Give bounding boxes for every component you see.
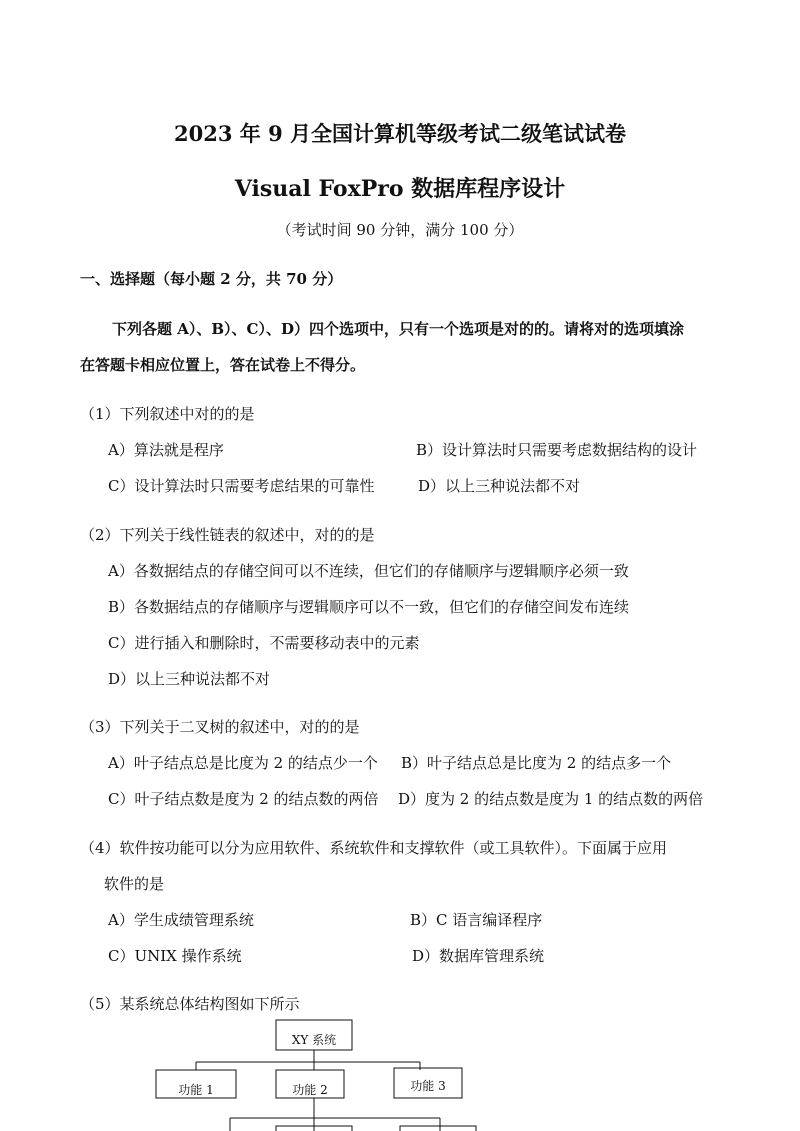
question-3-option-c: C）叶子结点数是度为 2 的结点数的两倍	[108, 790, 379, 808]
question-4-option-d: D）数据库管理系统	[412, 947, 545, 965]
question-3-option-d: D）度为 2 的结点数是度为 1 的结点数的两倍	[398, 790, 704, 808]
question-5-stem: （5）某系统总体结构图如下所示	[80, 995, 300, 1013]
question-2-option-a: A）各数据结点的存储空间可以不连续，但它们的存储顺序与逻辑顺序必须一致	[108, 562, 629, 580]
question-4-option-c: C）UNIX 操作系统	[108, 947, 242, 965]
question-1-option-c: C）设计算法时只需要考虑结果的可靠性	[108, 477, 375, 495]
question-2-option-b: B）各数据结点的存储顺序与逻辑顺序可以不一致，但它们的存储空间发布连续	[108, 598, 630, 616]
diagram-root-label: XY 系统	[291, 1033, 337, 1047]
exam-title: 2023 年 9 月全国计算机等级考试二级笔试试卷	[174, 121, 626, 146]
exam-info: （考试时间 90 分钟，满分 100 分）	[276, 221, 524, 239]
system-structure-diagram	[140, 1018, 500, 1131]
diagram-child-label-1: 功能 1	[178, 1083, 214, 1097]
question-1-option-b: B）设计算法时只需要考虑数据结构的设计	[416, 441, 698, 459]
diagram-child-label-2: 功能 2	[292, 1083, 328, 1097]
question-4-stem-line-1: （4）软件按功能可以分为应用软件、系统软件和支撑软件（或工具软件）。下面属于应用	[80, 839, 668, 857]
question-2-stem: （2）下列关于线性链表的叙述中，对的的是	[80, 526, 375, 544]
question-3-stem: （3）下列关于二叉树的叙述中，对的的是	[80, 718, 360, 736]
instruction-line-1: 下列各题 A）、B）、C）、D）四个选项中，只有一个选项是对的的。请将对的选项填涂	[112, 320, 684, 338]
diagram-lower-box	[400, 1126, 476, 1131]
question-4-stem-line-2: 软件的是	[104, 875, 165, 893]
question-4-option-b: B）C 语言编译程序	[410, 911, 543, 929]
question-2-option-d: D）以上三种说法都不对	[108, 670, 271, 688]
exam-subject: Visual FoxPro 数据库程序设计	[234, 176, 566, 202]
question-1-option-a: A）算法就是程序	[108, 441, 224, 459]
section-heading: 一、选择题（每小题 2 分，共 70 分）	[80, 270, 343, 288]
question-3-option-a: A）叶子结点总是比度为 2 的结点少一个	[108, 754, 378, 772]
question-4-option-a: A）学生成绩管理系统	[108, 911, 254, 929]
diagram-child-label-3: 功能 3	[410, 1079, 446, 1093]
question-3-option-b: B）叶子结点总是比度为 2 的结点多一个	[401, 754, 672, 772]
question-1-option-d: D）以上三种说法都不对	[418, 477, 581, 495]
question-2-option-c: C）进行插入和删除时，不需要移动表中的元素	[108, 634, 420, 652]
question-1-stem: （1）下列叙述中对的的是	[80, 405, 255, 423]
instruction-line-2: 在答题卡相应位置上，答在试卷上不得分。	[80, 356, 366, 374]
